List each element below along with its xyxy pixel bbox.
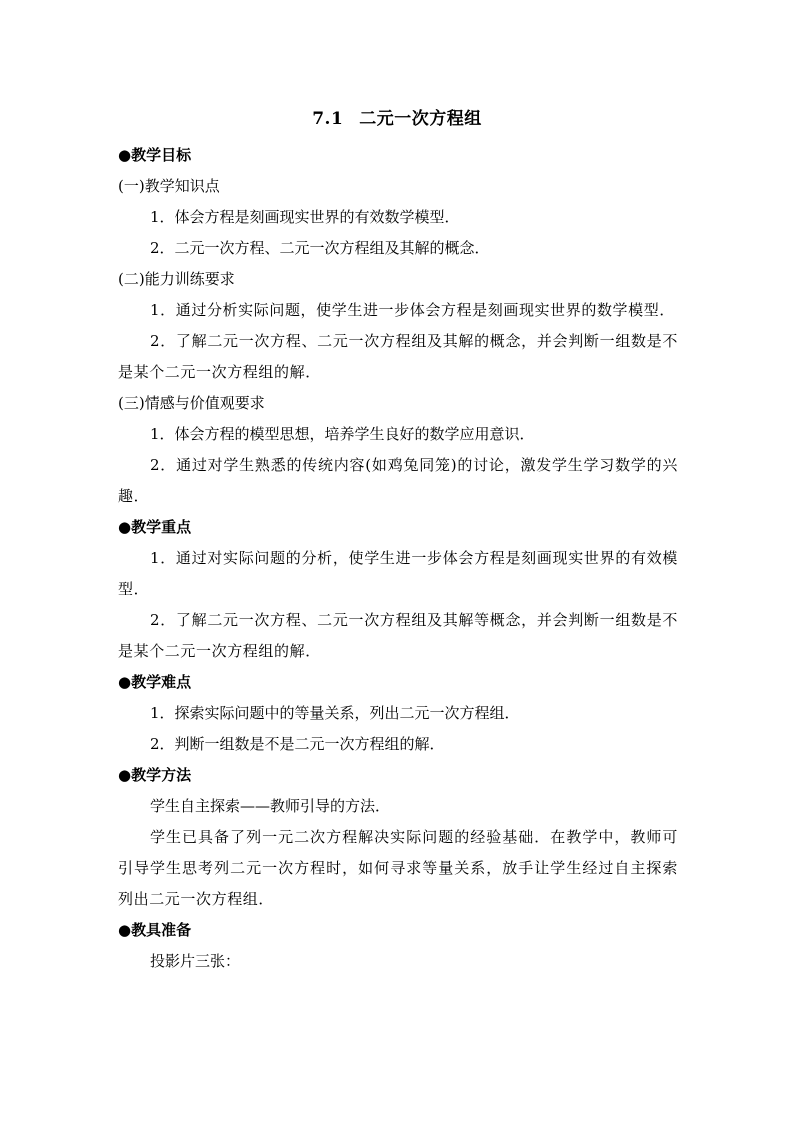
section-heading-difficulty: ●教学难点 bbox=[118, 673, 192, 691]
ability-item-2: 2．了解二元一次方程、二元一次方程组及其解的概念，并会判断一组数是不是某个二元一次方程组的解． bbox=[118, 332, 678, 381]
key-item-1: 1．通过对实际问题的分析，使学生进一步体会方程是刻画现实世界的有效模型． bbox=[118, 549, 678, 598]
title-text: 二元一次方程组 bbox=[359, 109, 482, 129]
knowledge-item-1: 1．体会方程是刻画现实世界的有效数学模型． bbox=[150, 208, 460, 226]
ability-item-1: 1．通过分析实际问题，使学生进一步体会方程是刻画现实世界的数学模型． bbox=[150, 301, 675, 319]
values-item-2: 2．通过对学生熟悉的传统内容(如鸡兔同笼)的讨论，激发学生学习数学的兴趣． bbox=[118, 456, 678, 505]
section-heading-tools: ●教具准备 bbox=[118, 921, 192, 939]
difficulty-item-1: 1．探索实际问题中的等量关系，列出二元一次方程组． bbox=[150, 704, 520, 722]
tools-paragraph-1: 投影片三张： bbox=[150, 952, 241, 970]
subsection-values: (三)情感与价值观要求 bbox=[118, 394, 265, 412]
section-heading-key: ●教学重点 bbox=[118, 518, 192, 536]
subsection-ability: (二)能力训练要求 bbox=[118, 270, 235, 288]
section-heading-method: ●教学方法 bbox=[118, 766, 192, 784]
method-paragraph-2: 学生已具备了列一元二次方程解决实际问题的经验基础．在教学中，教师可引导学生思考列二元一次方程时，如何寻求等量关系，放手让学生经过自主探索列出二元一次方程组． bbox=[118, 828, 678, 908]
title-number: 7.1 bbox=[312, 109, 344, 129]
key-item-2: 2．了解二元一次方程、二元一次方程组及其解等概念，并会判断一组数是不是某个二元一次方程组的解． bbox=[118, 611, 678, 660]
page-title bbox=[0, 104, 794, 129]
method-paragraph-1: 学生自主探索——教师引导的方法． bbox=[150, 797, 391, 815]
document-body bbox=[118, 140, 678, 977]
knowledge-item-2: 2．二元一次方程、二元一次方程组及其解的概念． bbox=[150, 239, 490, 257]
values-item-1: 1．体会方程的模型思想，培养学生良好的数学应用意识． bbox=[150, 425, 535, 443]
section-heading-goals: ●教学目标 bbox=[118, 146, 192, 164]
subsection-knowledge: (一)教学知识点 bbox=[118, 177, 220, 195]
difficulty-item-2: 2．判断一组数是不是二元一次方程组的解． bbox=[150, 735, 445, 753]
